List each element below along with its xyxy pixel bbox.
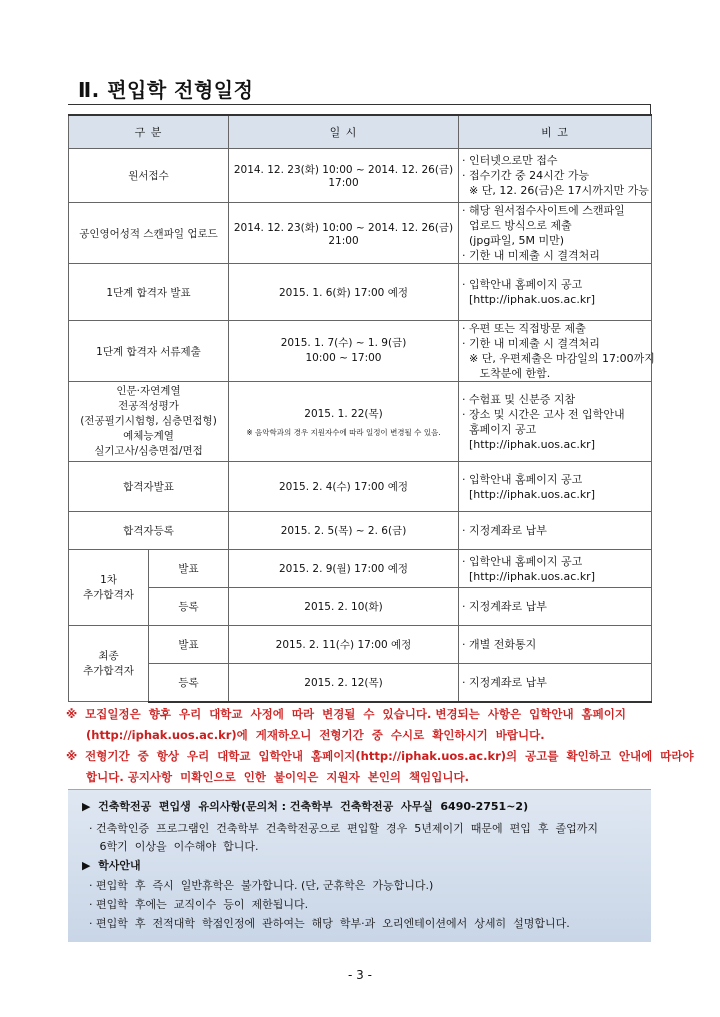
- section-heading: Ⅱ. 편입학 전형일정: [78, 78, 254, 102]
- heading-divider: [68, 104, 651, 105]
- table-row: [69, 264, 652, 321]
- date-footnote: ※ 음악학과의 경우 지원자수에 따라 일정이 변경될 수 있음.: [246, 427, 441, 437]
- table-row: [69, 626, 652, 664]
- row-category: 인문·자연계열 전공적성평가 (전공필기시험형, 심층면접형) 예체능계열 실기고사/심층면접/면접: [69, 382, 229, 462]
- row-subcategory: 등록: [149, 588, 229, 626]
- row-date: 2015. 2. 12(목): [229, 664, 459, 702]
- page-number: - 3 -: [348, 968, 372, 982]
- red-notice-1: ※ 모집일정은 향후 우리 대학교 사정에 따라 변경될 수 있습니다. 변경되는 사항은 입학안내 홈페이지 (http://iphak.uos.ac.kr)에 게재하오니 전형기간 중 수시로 확인하시기 바랍니다.: [66, 707, 626, 742]
- row-date: 2015. 2. 5(목) ~ 2. 6(금): [229, 512, 459, 550]
- header-category: 구 분: [69, 115, 229, 149]
- box-text: · 편입학 후 즉시 일반휴학은 불가합니다. (단, 군휴학은 가능합니다.): [82, 879, 434, 892]
- box-text: · 건축학인증 프로그램인 건축학부 건축학전공으로 편입할 경우 5년제이기 때문에 편입 후 졸업까지: [82, 822, 598, 835]
- schedule-table: [68, 114, 655, 703]
- row-date: 2014. 12. 23(화) 10:00 ~ 2014. 12. 26(금) 21:00: [229, 203, 459, 264]
- red-notice-2: ※ 전형기간 중 항상 우리 대학교 입학안내 홈페이지(http://iphak.uos.ac.kr)의 공고를 확인하고 안내에 따라야 합니다. 공지사항 미확인으로 인한 불이익은 지원자 본인의 책임입니다.: [66, 749, 694, 784]
- table-row: [69, 512, 652, 550]
- row-notes: · 입학안내 홈페이지 공고 [http://iphak.uos.ac.kr]: [459, 550, 652, 588]
- row-date: 2015. 1. 22(목) ※ 음악학과의 경우 지원자수에 따라 일정이 변경될 수 있음.: [229, 382, 459, 462]
- row-subcategory: 등록: [149, 664, 229, 702]
- table-row: [69, 550, 652, 588]
- row-notes: · 인터넷으로만 접수 · 접수기간 중 24시간 가능 ※ 단, 12. 26(금)은 17시까지만 가능: [459, 149, 652, 203]
- row-notes: · 해당 원서접수사이트에 스캔파일 업로드 방식으로 제출 (jpg파일, 5M 미만) · 기한 내 미제출 시 결격처리: [459, 203, 652, 264]
- row-notes: · 입학안내 홈페이지 공고 [http://iphak.uos.ac.kr]: [459, 462, 652, 512]
- row-notes: · 수험표 및 신분증 지참 · 장소 및 시간은 고사 전 입학안내 홈페이지 공고 [http://iphak.uos.ac.kr]: [459, 382, 652, 462]
- row-notes: · 지정계좌로 납부: [459, 588, 652, 626]
- header-date: 일 시: [229, 115, 459, 149]
- box-title-academic: ▶ 학사안내: [82, 859, 141, 872]
- row-date: 2015. 2. 11(수) 17:00 예정: [229, 626, 459, 664]
- row-notes: · 개별 전화통지: [459, 626, 652, 664]
- row-category: 공인영어성적 스캔파일 업로드: [69, 203, 229, 264]
- box-text: 6학기 이상을 이수해야 합니다.: [82, 840, 259, 853]
- row-group: 최종 추가합격자: [69, 626, 149, 702]
- row-category: 합격자발표: [69, 462, 229, 512]
- box-title-architecture: ▶ 건축학전공 편입생 유의사항(문의처 : 건축학부 건축학전공 사무실 6490-2751~2): [82, 800, 529, 813]
- table-header-row: [69, 115, 652, 149]
- row-date: 2015. 2. 10(화): [229, 588, 459, 626]
- table-row: [69, 462, 652, 512]
- table-row: [69, 149, 652, 203]
- row-category: 1단계 합격자 서류제출: [69, 321, 229, 382]
- table-row: [69, 382, 652, 462]
- row-date: 2015. 1. 6(화) 17:00 예정: [229, 264, 459, 321]
- table-row: [69, 664, 652, 702]
- box-text: · 편입학 후 전적대학 학점인정에 관하여는 해당 학부·과 오리엔테이션에서 상세히 설명합니다.: [82, 917, 570, 930]
- header-notes: 비 고: [459, 115, 652, 149]
- table-row: [69, 203, 652, 264]
- row-group: 1차 추가합격자: [69, 550, 149, 626]
- row-category: 원서접수: [69, 149, 229, 203]
- row-notes: · 지정계좌로 납부: [459, 664, 652, 702]
- row-subcategory: 발표: [149, 550, 229, 588]
- table-row: [69, 588, 652, 626]
- row-date: 2015. 2. 4(수) 17:00 예정: [229, 462, 459, 512]
- box-text: · 편입학 후에는 교직이수 등이 제한됩니다.: [82, 898, 309, 911]
- table-row: [69, 321, 652, 382]
- row-subcategory: 발표: [149, 626, 229, 664]
- info-box: [68, 789, 651, 942]
- row-date: 2015. 1. 7(수) ~ 1. 9(금) 10:00 ~ 17:00: [229, 321, 459, 382]
- row-category: 1단계 합격자 발표: [69, 264, 229, 321]
- row-notes: · 입학안내 홈페이지 공고 [http://iphak.uos.ac.kr]: [459, 264, 652, 321]
- row-notes: · 지정계좌로 납부: [459, 512, 652, 550]
- row-category: 합격자등록: [69, 512, 229, 550]
- row-notes: · 우편 또는 직접방문 제출 · 기한 내 미제출 시 결격처리 ※ 단, 우편제출은 마감일의 17:00까지 도착분에 한함.: [459, 321, 652, 382]
- row-date: 2015. 2. 9(월) 17:00 예정: [229, 550, 459, 588]
- row-date: 2014. 12. 23(화) 10:00 ~ 2014. 12. 26(금) 17:00: [229, 149, 459, 203]
